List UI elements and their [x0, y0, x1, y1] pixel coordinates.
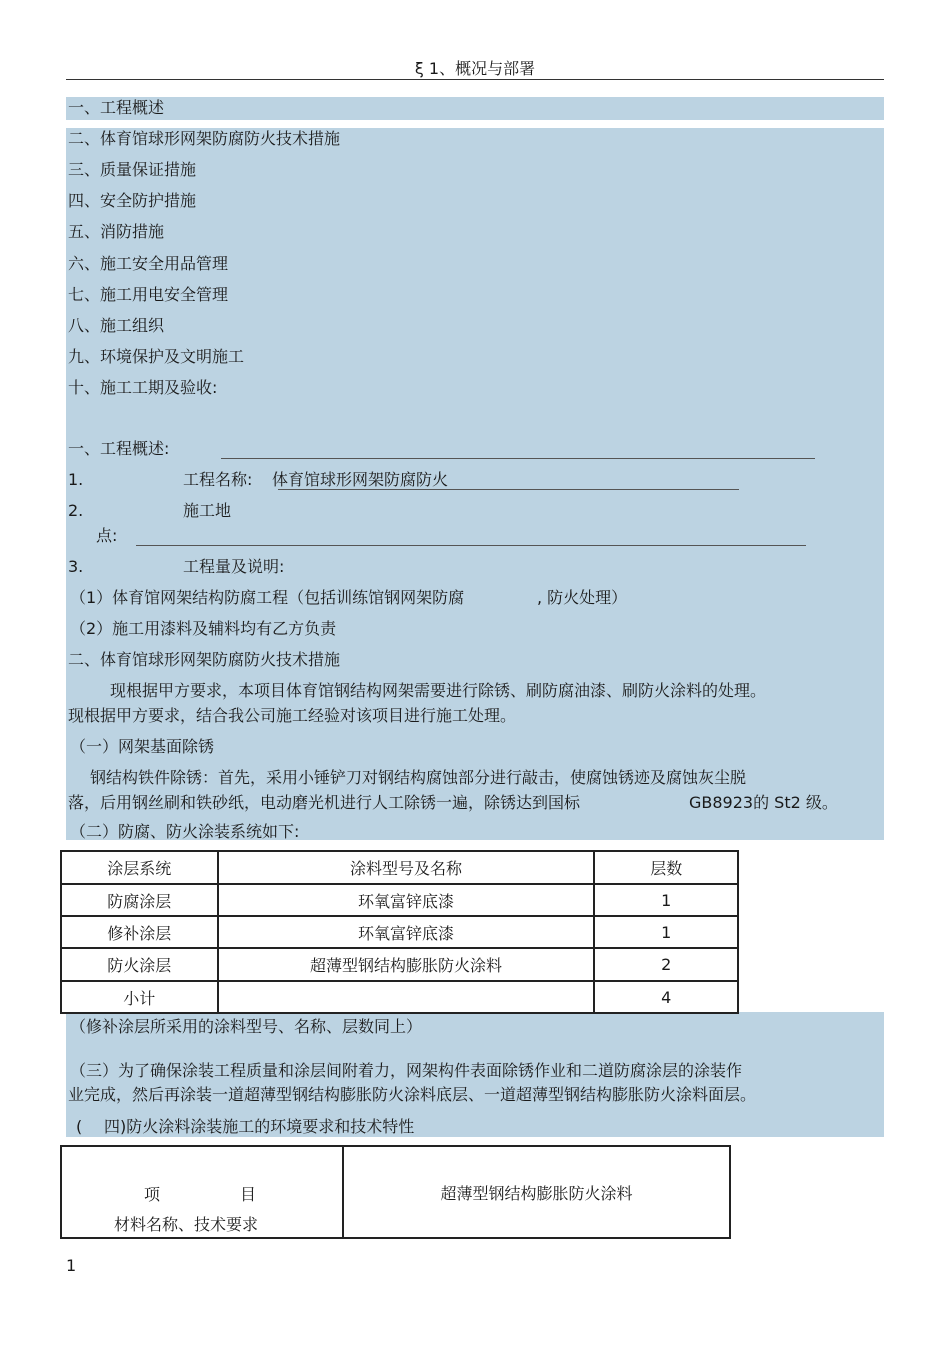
toc-item: 九、环境保护及文明施工: [68, 347, 245, 366]
site-label: 施工地: [183, 501, 232, 520]
table-header-cell: 涂料型号及名称: [218, 851, 595, 884]
table-cell: 小计: [61, 981, 218, 1013]
subsection-heading: （二）防腐、防火涂装系统如下:: [70, 822, 300, 841]
table-cell: 超薄型钢结构膨胀防火涂料: [218, 948, 595, 981]
section-heading: 二、体育馆球形网架防腐防火技术措施: [68, 650, 341, 669]
header-divider: [66, 79, 884, 80]
fill-underline: [136, 545, 806, 546]
table-row: [61, 884, 738, 916]
subsection-heading: （一）网架基面除锈: [70, 737, 215, 756]
item-sub-label: 材料名称、技术要求: [114, 1215, 259, 1234]
paragraph-line: 现根据甲方要求，本项目体育馆钢结构网架需要进行除锈、刷防腐油漆、刷防火涂料的处理。: [110, 681, 767, 700]
table-cell: 修补涂层: [61, 916, 218, 948]
quantity-sub-item: （2）施工用漆料及辅料均有乙方负责: [70, 619, 337, 638]
toc-item: 三、质量保证措施: [68, 160, 197, 179]
item-number: 3.: [68, 557, 84, 576]
toc-item: 六、施工安全用品管理: [68, 254, 229, 273]
site-label-cont: 点:: [96, 526, 118, 545]
fill-underline: [278, 489, 739, 490]
toc-item: 八、施工组织: [68, 316, 165, 335]
table-row: [61, 948, 738, 981]
subsection-heading: 四)防火涂料涂装施工的环境要求和技术特性: [104, 1117, 415, 1136]
project-name-value: 体育馆球形网架防腐防火: [272, 470, 449, 489]
toc-item: 二、体育馆球形网架防腐防火技术措施: [68, 129, 341, 148]
project-name-label: 工程名称:: [183, 470, 253, 489]
table-cell: 环氧富锌底漆: [218, 884, 595, 916]
table-cell: 超薄型钢结构膨胀防火涂料: [343, 1146, 730, 1238]
quantity-label: 工程量及说明:: [183, 557, 285, 576]
quantity-sub-item: （1）体育馆网架结构防腐工程（包括训练馆钢网架防腐: [70, 588, 465, 607]
table-row: [61, 916, 738, 948]
item-label-b: 目: [240, 1185, 257, 1204]
table-row: [61, 1146, 730, 1238]
table-cell: 2: [594, 948, 738, 981]
toc-item: 七、施工用电安全管理: [68, 285, 229, 304]
item-label-a: 项: [144, 1185, 161, 1204]
toc-first-band: [66, 97, 884, 120]
table-cell: 防火涂层: [61, 948, 218, 981]
paragraph-line: 落，后用钢丝刷和铁砂纸，电动磨光机进行人工除锈一遍，除锈达到国标: [68, 793, 581, 812]
toc-item: 四、安全防护措施: [68, 191, 197, 210]
table-note: （修补涂层所采用的涂料型号、名称、层数同上）: [70, 1017, 423, 1036]
table-row: [61, 981, 738, 1013]
table-cell: 环氧富锌底漆: [218, 916, 595, 948]
page-header-title: ξ 1、概况与部署: [414, 59, 536, 78]
coating-system-table: [60, 850, 739, 1014]
standard-ref: GB8923的 St2 级。: [689, 793, 838, 812]
item-number: 2.: [68, 501, 84, 520]
table-cell: 1: [594, 916, 738, 948]
table-cell: 防腐涂层: [61, 884, 218, 916]
table-header-cell: 涂层系统: [61, 851, 218, 884]
spec-table: [60, 1145, 731, 1239]
subsection-paren: (: [76, 1117, 83, 1136]
fill-underline: [221, 458, 815, 459]
paragraph-line: （三）为了确保涂装工程质量和涂层间附着力，网架构件表面除锈作业和二道防腐涂层的涂装作: [70, 1061, 743, 1080]
page-number: 1: [66, 1256, 77, 1275]
paragraph-line: 钢结构铁件除锈：首先，采用小锤铲刀对钢结构腐蚀部分进行敲击，使腐蚀锈迹及腐蚀灰尘脱: [90, 768, 747, 787]
overview-heading: 一、工程概述:: [68, 439, 170, 458]
table-cell: 4: [594, 981, 738, 1013]
toc-item: 一、工程概述: [68, 98, 165, 117]
table-cell-item: [61, 1146, 343, 1238]
table-header-row: [61, 851, 738, 884]
item-number: 1.: [68, 470, 84, 489]
quantity-sub-item-tail: , 防火处理）: [537, 588, 628, 607]
paragraph-line: 业完成，然后再涂装一道超薄型钢结构膨胀防火涂料底层、一道超薄型钢结构膨胀防火涂料面层。: [68, 1085, 757, 1104]
paragraph-line: 现根据甲方要求，结合我公司施工经验对该项目进行施工处理。: [68, 706, 517, 725]
table-header-cell: 层数: [594, 851, 738, 884]
toc-item: 五、消防措施: [68, 222, 165, 241]
toc-item: 十、施工工期及验收:: [68, 378, 218, 397]
table-cell: [218, 981, 595, 1013]
table-cell: 1: [594, 884, 738, 916]
